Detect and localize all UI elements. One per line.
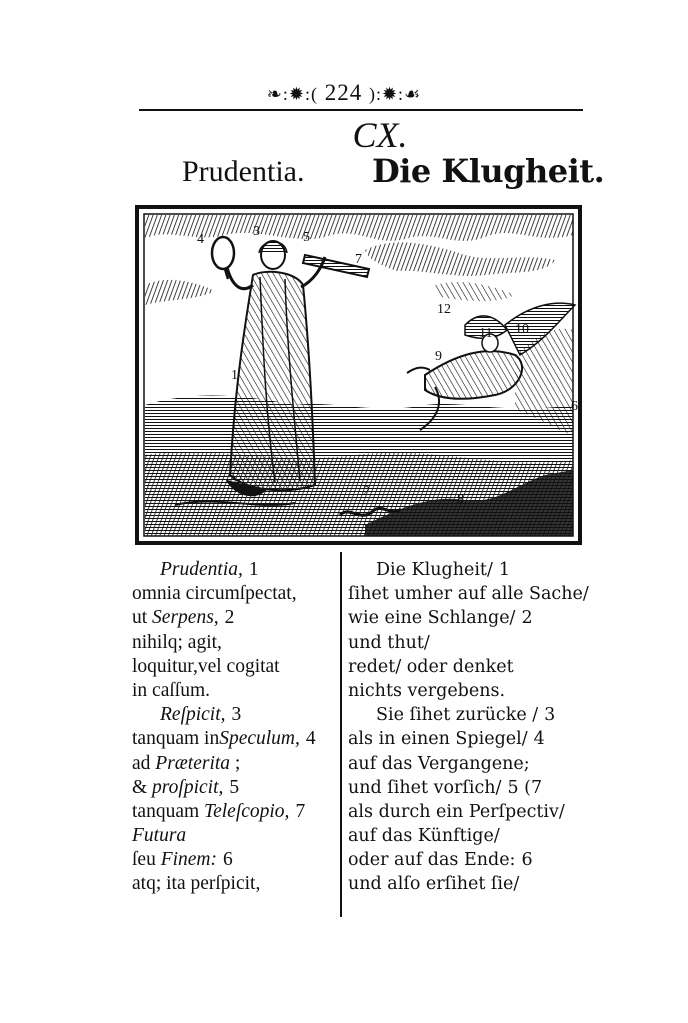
latin-ref-number: 4 (305, 728, 316, 750)
german-text: nichts vergebens. (348, 680, 506, 701)
german-line (348, 727, 598, 751)
latin-line (132, 703, 340, 727)
header-rule (139, 109, 583, 111)
german-line (348, 872, 598, 896)
german-line (348, 800, 598, 824)
label-3: 3 (253, 224, 260, 239)
column-divider (340, 552, 342, 917)
german-text: und thut/ (348, 632, 430, 653)
latin-line (132, 679, 340, 703)
german-text: als durch ein Perſpectiv/ (348, 801, 565, 822)
latin-text: nihilq; agit, (132, 631, 222, 653)
latin-line (132, 606, 340, 630)
label-8: 8 (457, 492, 464, 507)
german-ref-number: 2 (521, 608, 533, 629)
label-1: 1 (231, 368, 238, 383)
label-2: 2 (363, 484, 370, 499)
german-line (348, 631, 598, 655)
latin-italic-term: Præterita (155, 752, 231, 774)
page-number-header (0, 80, 688, 106)
title-german: Die Klugheit. (372, 152, 605, 190)
german-text: redet/ oder denket (348, 656, 514, 677)
german-line (348, 776, 598, 800)
latin-text: tanquam (132, 800, 205, 822)
latin-text: & (132, 776, 153, 798)
latin-ref-number: 7 (295, 800, 306, 822)
latin-italic-term: Futura (132, 825, 187, 847)
german-line (348, 752, 598, 776)
latin-line (132, 727, 340, 751)
latin-ref-number: 1 (248, 559, 259, 580)
german-column (348, 558, 598, 897)
woodcut-svg (135, 205, 582, 545)
german-ref-number: 1 (498, 560, 510, 580)
latin-text-post: ; (230, 752, 241, 774)
latin-text: atq; ita perſpicit, (132, 873, 261, 895)
latin-column (132, 558, 340, 897)
latin-line (132, 558, 340, 582)
german-ref-number: 3 (544, 705, 556, 726)
german-text: auf das Vergangene; (348, 753, 530, 774)
german-text: und alſo erſihet ſie/ (348, 874, 520, 895)
latin-line (132, 631, 340, 655)
latin-text: in caſſum. (132, 679, 210, 701)
german-line (348, 558, 598, 582)
german-line (348, 679, 598, 703)
german-line (348, 582, 598, 606)
latin-ref-number: 5 (229, 776, 240, 798)
latin-ref-number: 3 (231, 704, 242, 726)
latin-line (132, 776, 340, 800)
page-number: 224 (324, 80, 363, 105)
latin-italic-term: proſpicit, (152, 776, 224, 798)
label-6: 6 (571, 399, 578, 414)
latin-line (132, 582, 340, 606)
ornament-left-icon: ❧:✹:( (266, 84, 318, 104)
label-4: 4 (197, 232, 204, 247)
latin-italic-term: Serpens, (152, 607, 219, 629)
latin-line (132, 848, 340, 872)
german-line (348, 606, 598, 630)
german-ref-number: 5 (7 (507, 777, 543, 798)
german-line (348, 703, 598, 727)
german-text: Sie ſihet zurücke / (376, 705, 539, 726)
german-text: auf das Künftige/ (348, 826, 500, 847)
german-text: Die Klugheit/ (376, 560, 493, 580)
title-latin: Prudentia. (182, 155, 305, 188)
latin-ref-number: 2 (224, 607, 235, 629)
german-line (348, 655, 598, 679)
latin-italic-term: Reſpicit, (160, 704, 226, 726)
latin-text: ut (132, 607, 153, 629)
german-line (348, 824, 598, 848)
latin-line (132, 752, 340, 776)
label-10: 10 (515, 322, 529, 337)
german-ref-number: 6 (521, 850, 533, 871)
chapter-number: CX. (352, 115, 408, 155)
label-7: 7 (355, 252, 362, 267)
latin-italic-term: Prudentia, (160, 559, 243, 580)
latin-italic-term: Teleſcopio, (204, 800, 290, 822)
latin-text: ad (132, 752, 156, 774)
latin-text: omnia circumſpectat, (132, 583, 297, 605)
woodcut-illustration (135, 205, 582, 545)
german-text: oder auf das Ende: (348, 850, 516, 871)
label-12: 12 (437, 302, 451, 317)
german-text: wie eine Schlange/ (348, 608, 516, 629)
german-line (348, 848, 598, 872)
latin-italic-term: Speculum, (219, 728, 300, 750)
label-5: 5 (303, 230, 310, 245)
ornament-right-icon: ):✹:☙ (368, 84, 422, 104)
label-11: 11 (479, 326, 493, 341)
label-9: 9 (435, 349, 442, 364)
latin-line (132, 655, 340, 679)
latin-text: loquitur,vel cogitat (132, 655, 280, 677)
latin-text: tanquam in (132, 728, 220, 750)
german-text: als in einen Spiegel/ (348, 729, 528, 750)
latin-line (132, 800, 340, 824)
latin-italic-term: Finem: (160, 849, 218, 871)
mirror-icon (212, 237, 234, 269)
latin-ref-number: 6 (223, 849, 233, 871)
german-text: und ſihet vorſich/ (348, 777, 502, 798)
latin-line (132, 872, 340, 896)
german-ref-number: 4 (533, 729, 545, 750)
latin-text: ſeu (132, 849, 161, 871)
german-text: ſihet umher auf alle Sache/ (348, 584, 589, 605)
latin-line (132, 824, 340, 848)
